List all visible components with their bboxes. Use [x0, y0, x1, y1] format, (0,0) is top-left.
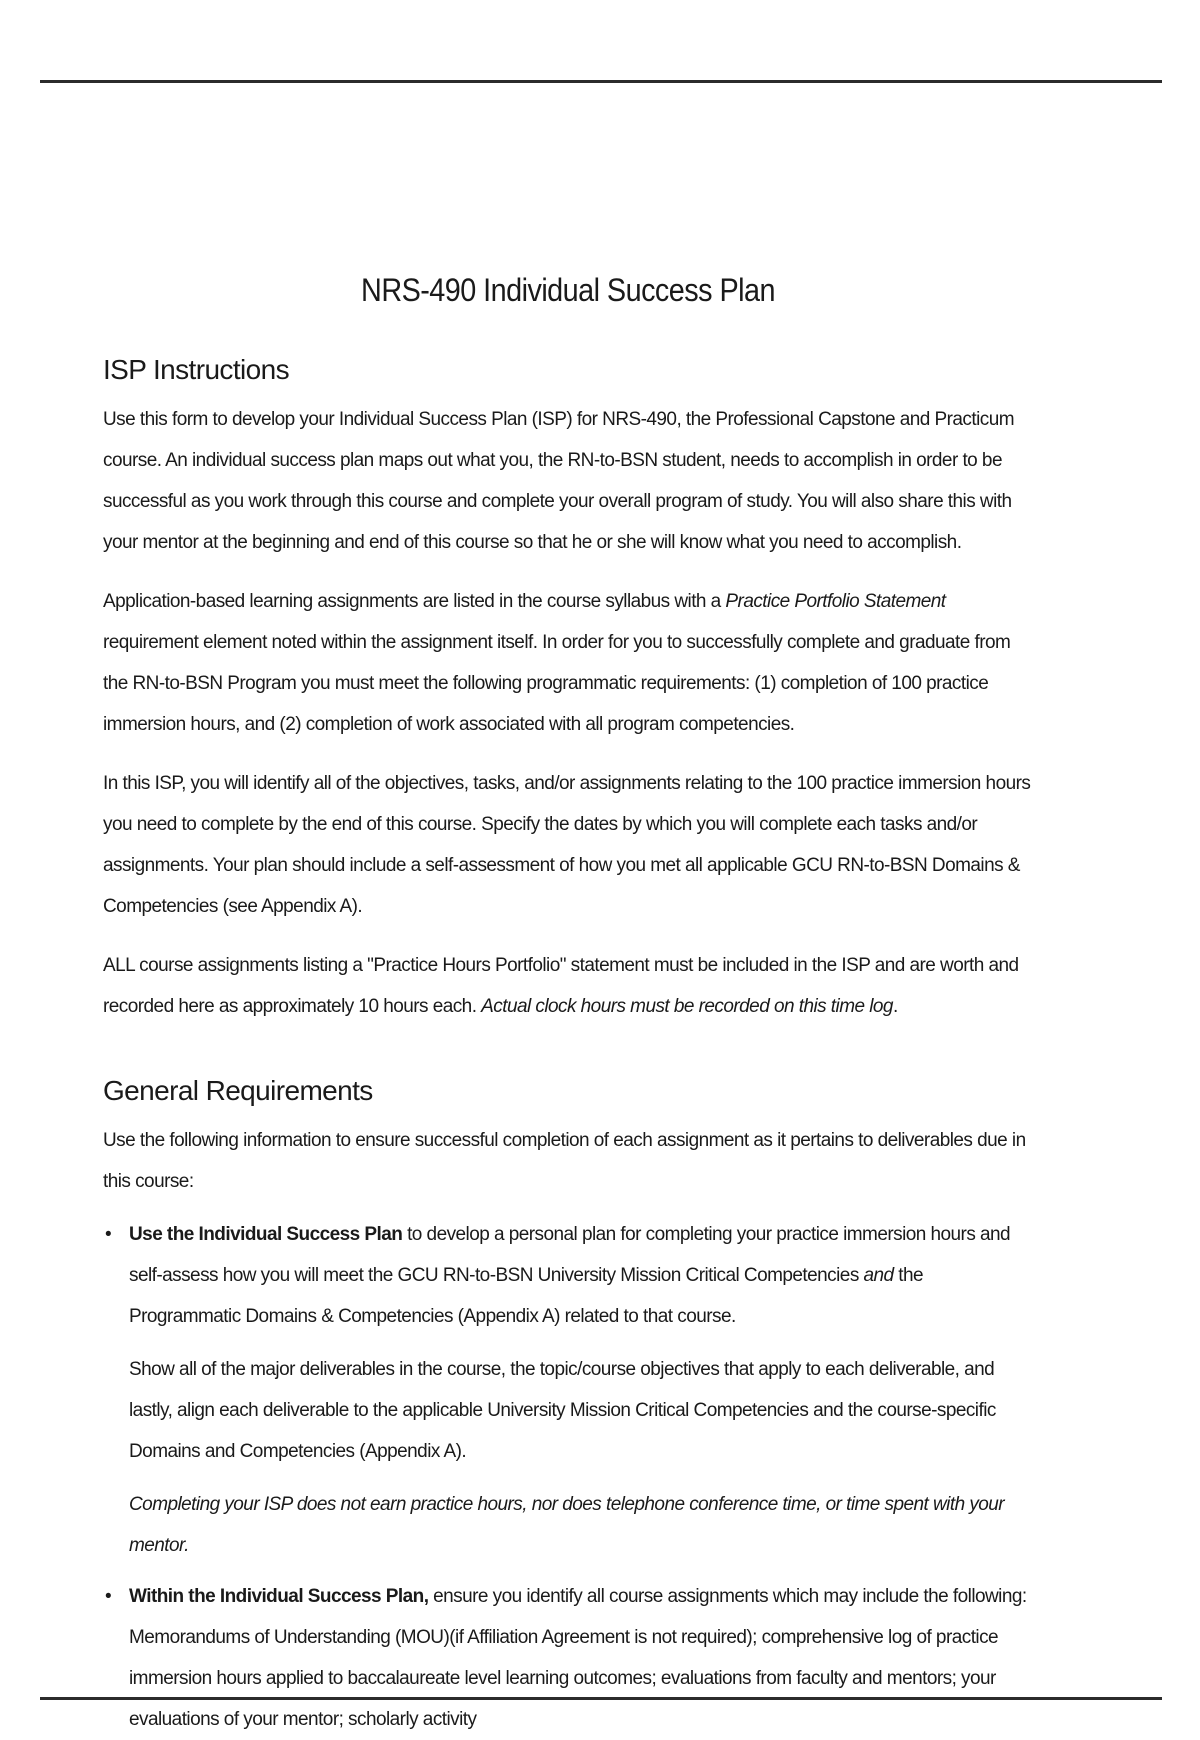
bullet-icon: • — [105, 1224, 112, 1245]
requirement-2-bold: Within the Individual Success Plan, — [129, 1586, 429, 1607]
list-item — [103, 1576, 1033, 1740]
requirement-1-note — [129, 1484, 1033, 1566]
isp-paragraph-4-start: ALL course assignments listing a "Practice Hours Portfolio" statement must be included in the ISP and are worth and recorded here as approximately 10 hours each. — [103, 955, 1019, 1017]
bullet-icon: • — [105, 1586, 112, 1607]
requirement-1-text-a: to develop a personal plan for completing your practice immersion hours and self-assess how you will meet the GCU RN-to-BSN University Mission Critical Competencies — [129, 1224, 1011, 1286]
footer-rule — [40, 1697, 1162, 1700]
requirement-1-text-b: the Programmatic Domains & Competencies (Appendix A) related to that course. — [129, 1265, 924, 1327]
isp-paragraph-3: In this ISP, you will identify all of the objectives, tasks, and/or assignments relating to the 100 practice immersion hours you need to complete by the end of this course. Specify the dates by which you will complete each tasks and/or assignments. Your plan should include a self-assessment of how you met all applicable GCU RN-to-BSN Domains & Competencies (see Appendix A). — [103, 773, 1031, 917]
requirement-1-detail: Show all of the major deliverables in the course, the topic/course objectives that apply to each deliverable, and lastly, align each deliverable to the applicable University Mission Critical Competencies and the course-specific Domains and Competencies (Appendix A). — [129, 1359, 996, 1462]
practice-portfolio-statement: Practice Portfolio Statement — [725, 591, 946, 612]
general-requirements-intro: Use the following information to ensure successful completion of each assignment as it pertains to deliverables due in this course: — [103, 1130, 1026, 1192]
isp-instructions-heading: ISP Instructions — [103, 354, 289, 385]
isp-paragraph-4-end: . — [892, 996, 898, 1017]
requirement-1-and: and — [863, 1265, 894, 1286]
document-page — [103, 270, 1033, 1740]
isp-paragraph-2 — [103, 581, 1033, 745]
isp-paragraph-1: Use this form to develop your Individual Success Plan (ISP) for NRS-490, the Professional Capstone and Practicum course. An individual success plan maps out what you, the RN-to-BSN student, needs to accomplish in order to be successful as you work through this course and complete your overall program of study. You will also share this with your mentor at the beginning and end of this course so that he or she will know what you need to accomplish. — [103, 409, 1015, 553]
list-item — [103, 1214, 1033, 1566]
clock-hours-note: Actual clock hours must be recorded on this time log — [481, 996, 893, 1017]
requirement-2-text: ensure you identify all course assignments which may include the following: Memorandums of Understanding (MOU)(if Affiliation Agreement is not required); comprehensive log of practice immersion hours applied to baccalaureate level learning outcomes; evaluations from faculty and mentors; your evaluations of your mentor; scholarly activity — [129, 1586, 1027, 1730]
page-title: NRS-490 Individual Success Plan — [361, 272, 775, 308]
requirement-1 — [129, 1214, 1033, 1337]
requirement-1-bold: Use the Individual Success Plan — [129, 1224, 403, 1245]
requirement-2 — [129, 1576, 1033, 1740]
requirement-1-note-text: Completing your ISP does not earn practice hours, nor does telephone conference time, or time spent with your mentor. — [129, 1494, 1005, 1556]
header-rule — [40, 80, 1162, 83]
isp-paragraph-4 — [103, 945, 1033, 1027]
isp-paragraph-2-end: requirement element noted within the assignment itself. In order for you to successfully complete and graduate from the RN-to-BSN Program you must meet the following programmatic requirements: (1) completion of 100 practice immersion hours, and (2) completion of work associated with all program competencies. — [103, 632, 1011, 735]
general-requirements-heading: General Requirements — [103, 1075, 373, 1106]
isp-paragraph-2-start: Application-based learning assignments are listed in the course syllabus with a — [103, 591, 726, 612]
requirements-list — [103, 1214, 1033, 1740]
